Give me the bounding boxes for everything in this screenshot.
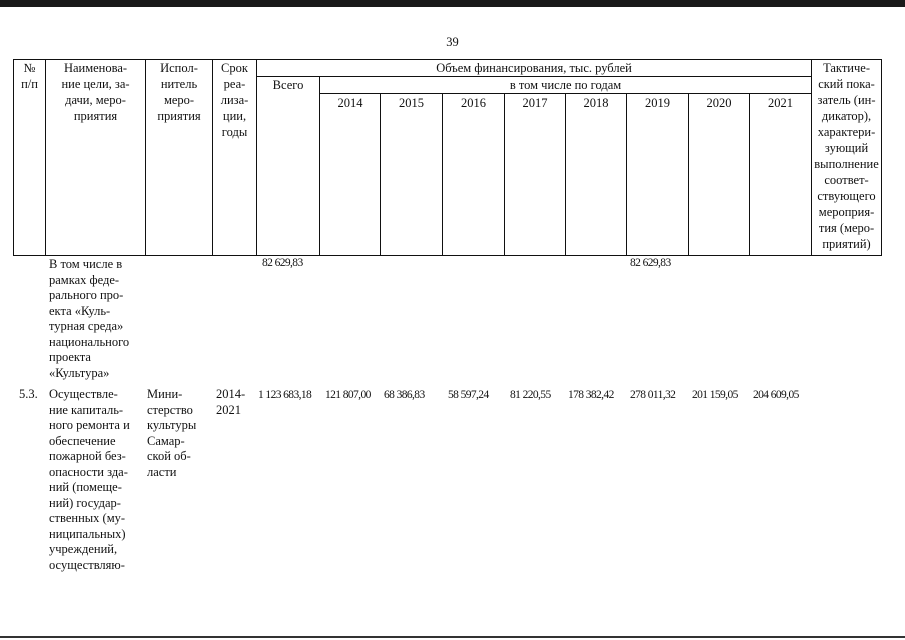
row-1-total: 82 629,83 — [262, 257, 303, 269]
row-2-num: 5.3. — [19, 387, 38, 401]
row-2-value-2016: 58 597,24 — [448, 389, 489, 401]
row-2-value-2017: 81 220,55 — [510, 389, 551, 401]
header-total: Всего — [257, 77, 320, 256]
header-year-2015: 2015 — [381, 94, 443, 256]
row-2-value-2018: 178 382,42 — [568, 389, 614, 401]
header-year-2019: 2019 — [627, 94, 689, 256]
row-1-value-2019: 82 629,83 — [630, 257, 671, 269]
header-year-2021: 2021 — [750, 94, 812, 256]
header-year-2016: 2016 — [443, 94, 505, 256]
row-2-value-2021: 204 609,05 — [753, 389, 799, 401]
header-term: Срок реа- лиза- ции, годы — [213, 60, 257, 256]
row-2-value-2020: 201 159,05 — [692, 389, 738, 401]
header-funding: Объем финансирования, тыс. рублей — [257, 60, 812, 77]
row-2-value-2015: 68 386,83 — [384, 389, 425, 401]
bottom-border — [0, 636, 905, 638]
row-2-executor: Мини- стерство культуры Самар- ской об- ласти — [147, 387, 197, 479]
header-year-2018: 2018 — [566, 94, 627, 256]
table-header — [13, 59, 882, 256]
row-2-total: 1 123 683,18 — [258, 389, 312, 401]
header-year-2020: 2020 — [689, 94, 750, 256]
row-1-name: В том числе в рамках феде- рального про- екта «Куль- турная среда» национального проекта «Культура» — [49, 257, 130, 380]
header-executor: Испол- нитель меро- приятия — [146, 60, 213, 256]
row-2-value-2019: 278 011,32 — [630, 389, 676, 401]
row-2-value-2014: 121 807,00 — [325, 389, 371, 401]
row-2-name: Осуществле- ние капиталь- ного ремонта и обеспечение пожарной без- опасности зда- ний (помеще- ний) государ- ственных (му- ниципальных) учреждений, осуществляю- — [49, 387, 130, 572]
header-indicator: Тактиче- ский пока- затель (ин- дикатор), характери- зующий выполнение соответ- ствующего мероприя- тия (меро- приятий) — [812, 60, 882, 256]
header-year-2014: 2014 — [320, 94, 381, 256]
row-2-term: 2014- 2021 — [216, 387, 246, 417]
page-number: 39 — [446, 35, 459, 49]
header-year-2017: 2017 — [505, 94, 566, 256]
top-border — [0, 0, 905, 7]
header-num: № п/п — [14, 60, 46, 256]
header-by-year: в том числе по годам — [320, 77, 812, 94]
header-name: Наименова- ние цели, за- дачи, меро- приятия — [46, 60, 146, 256]
